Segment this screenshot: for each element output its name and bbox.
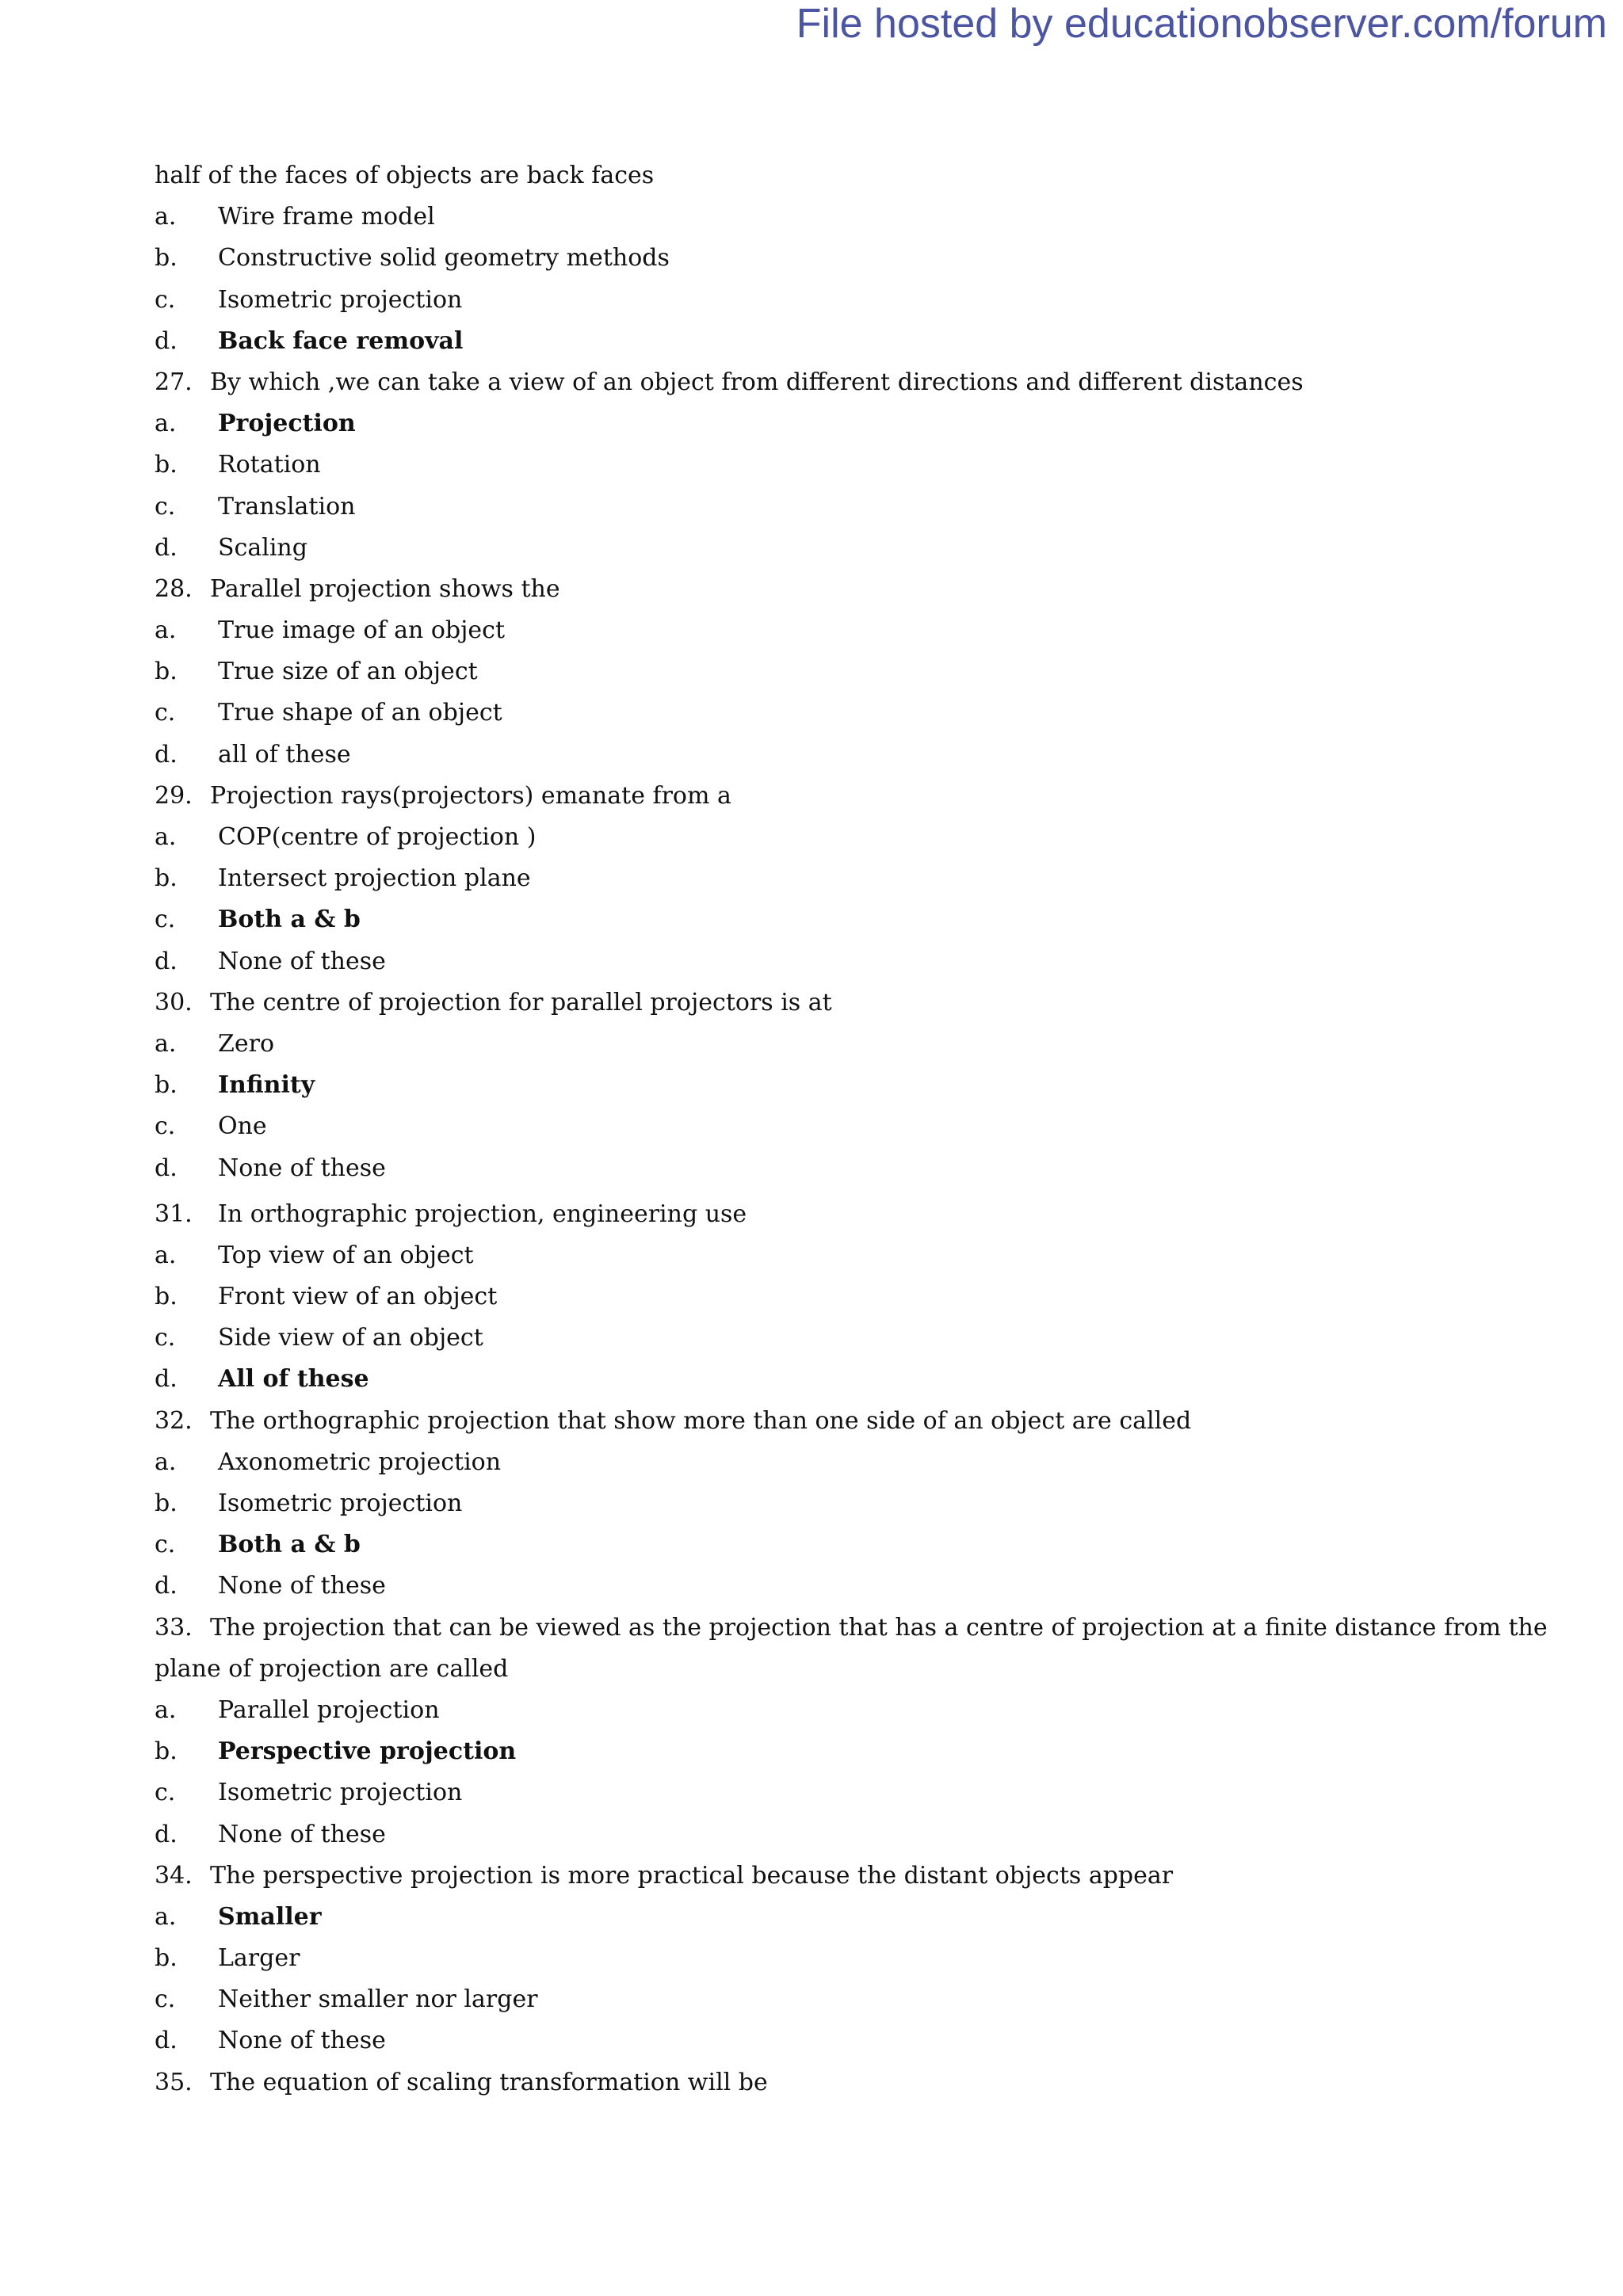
- answer-option: [155, 1106, 1454, 1147]
- answer-option-correct: [155, 1359, 1454, 1400]
- option-text: Side view of an object: [218, 1324, 483, 1352]
- option-label: c.: [155, 906, 176, 934]
- question-number: 27.: [155, 368, 193, 396]
- option-text: COP(centre of projection ): [218, 823, 537, 851]
- option-label: b.: [155, 1944, 178, 1973]
- option-text: Isometric projection: [218, 1489, 463, 1517]
- option-text: Translation: [218, 492, 356, 521]
- option-label: c.: [155, 285, 176, 314]
- option-text: True image of an object: [218, 616, 506, 645]
- option-label: d.: [155, 2027, 178, 2055]
- option-label: a.: [155, 616, 177, 645]
- option-label: a.: [155, 1695, 177, 1724]
- answer-option: [155, 651, 1454, 692]
- answer-option: [155, 1979, 1454, 2020]
- option-label: a.: [155, 410, 177, 438]
- answer-option: [155, 1276, 1454, 1318]
- answer-option: [155, 1772, 1454, 1814]
- option-label: b.: [155, 658, 178, 686]
- answer-option: [155, 1442, 1454, 1483]
- answer-option: [155, 1483, 1454, 1524]
- option-text: Constructive solid geometry methods: [218, 244, 670, 273]
- option-label: d.: [155, 326, 178, 355]
- option-text: Axonometric projection: [218, 1447, 502, 1476]
- option-label: c.: [155, 1779, 176, 1807]
- answer-option-correct: [155, 321, 1454, 362]
- question-text: The centre of projection for parallel projectors is at: [210, 988, 832, 1016]
- option-label: b.: [155, 1737, 178, 1766]
- answer-option: [155, 2020, 1454, 2061]
- answer-option: [155, 196, 1454, 238]
- line-text: plane of projection are called: [155, 1654, 509, 1683]
- answer-option: [155, 528, 1454, 569]
- answer-option: [155, 692, 1454, 734]
- question-text: Parallel projection shows the: [210, 574, 560, 603]
- question-number: 28.: [155, 574, 193, 603]
- option-label: d.: [155, 740, 178, 769]
- question-text: By which ,we can take a view of an object from different directions and different distances: [210, 368, 1304, 396]
- question: [155, 982, 1454, 1024]
- option-text: Both a & b: [218, 906, 361, 934]
- answer-option: [155, 610, 1454, 651]
- answer-option-correct: [155, 1065, 1454, 1106]
- option-text: Zero: [218, 1029, 275, 1058]
- option-label: d.: [155, 533, 178, 562]
- option-label: d.: [155, 947, 178, 975]
- question-text: Projection rays(projectors) emanate from a: [210, 781, 731, 810]
- option-text: Intersect projection plane: [218, 864, 531, 893]
- text-line: [155, 1649, 1454, 1690]
- answer-option: [155, 1235, 1454, 1276]
- answer-option: [155, 858, 1454, 899]
- option-text: Smaller: [218, 1902, 322, 1931]
- question: [155, 362, 1454, 403]
- option-label: c.: [155, 1531, 176, 1559]
- answer-option: [155, 1938, 1454, 1979]
- site-watermark-banner: File hosted by educationobserver.com/forum: [796, 1, 1607, 47]
- option-text: Both a & b: [218, 1531, 361, 1559]
- answer-option: [155, 1318, 1454, 1359]
- option-label: a.: [155, 1029, 177, 1058]
- answer-option: [155, 238, 1454, 279]
- answer-option: [155, 734, 1454, 776]
- option-label: c.: [155, 492, 176, 521]
- option-text: Isometric projection: [218, 285, 463, 314]
- question-text: The projection that can be viewed as the projection that has a centre of projection at a finite distance from the: [210, 1613, 1548, 1642]
- option-label: d.: [155, 1820, 178, 1848]
- option-text: Parallel projection: [218, 1695, 440, 1724]
- question: [155, 776, 1454, 817]
- question-text: The perspective projection is more practical because the distant objects appear: [210, 1861, 1174, 1890]
- answer-option: [155, 1148, 1454, 1189]
- option-label: b.: [155, 244, 178, 273]
- option-text: None of these: [218, 947, 386, 975]
- option-text: None of these: [218, 1154, 386, 1182]
- option-label: d.: [155, 1572, 178, 1600]
- option-text: True shape of an object: [218, 699, 502, 727]
- question-number: 31.: [155, 1199, 193, 1228]
- option-text: Rotation: [218, 451, 321, 479]
- answer-option-correct: [155, 1524, 1454, 1566]
- option-label: c.: [155, 699, 176, 727]
- question: [155, 569, 1454, 610]
- answer-option: [155, 444, 1454, 486]
- question-number: 35.: [155, 2068, 193, 2096]
- question-number: 30.: [155, 988, 193, 1016]
- option-text: Back face removal: [218, 326, 464, 355]
- line-text: half of the faces of objects are back faces: [155, 162, 655, 189]
- question: [155, 1194, 1454, 1235]
- option-text: Top view of an object: [218, 1241, 474, 1269]
- question-number: 32.: [155, 1406, 193, 1435]
- option-label: a.: [155, 1447, 177, 1476]
- text-line: [155, 155, 1454, 196]
- option-text: True size of an object: [218, 658, 478, 686]
- question: [155, 1608, 1548, 1649]
- option-text: Scaling: [218, 533, 307, 562]
- option-text: None of these: [218, 1572, 386, 1600]
- answer-option: [155, 1814, 1454, 1855]
- option-label: c.: [155, 1324, 176, 1352]
- option-text: Infinity: [218, 1071, 315, 1100]
- question: [155, 1401, 1454, 1442]
- option-text: Perspective projection: [218, 1737, 517, 1766]
- answer-option: [155, 1024, 1454, 1065]
- option-text: Isometric projection: [218, 1779, 463, 1807]
- option-label: b.: [155, 1489, 178, 1517]
- answer-option-correct: [155, 899, 1454, 940]
- quiz-document: [155, 155, 1548, 2103]
- question-number: 34.: [155, 1861, 193, 1890]
- option-label: a.: [155, 1902, 177, 1931]
- answer-option: [155, 1566, 1454, 1607]
- option-label: a.: [155, 823, 177, 851]
- answer-option-correct: [155, 1731, 1454, 1772]
- option-text: Projection: [218, 410, 356, 438]
- option-text: Larger: [218, 1944, 300, 1973]
- option-text: None of these: [218, 2027, 386, 2055]
- option-label: b.: [155, 1071, 178, 1100]
- question-number: 33.: [155, 1613, 193, 1642]
- question-text: In orthographic projection, engineering use: [218, 1199, 747, 1228]
- option-text: Wire frame model: [218, 203, 435, 231]
- answer-option: [155, 1690, 1454, 1731]
- answer-option-correct: [155, 403, 1454, 444]
- answer-option: [155, 486, 1454, 528]
- option-label: a.: [155, 203, 177, 231]
- question-number: 29.: [155, 781, 193, 810]
- option-label: c.: [155, 1112, 176, 1141]
- option-label: b.: [155, 864, 178, 893]
- option-text: Neither smaller nor larger: [218, 1985, 538, 2014]
- answer-option-correct: [155, 1897, 1454, 1938]
- option-label: d.: [155, 1365, 178, 1394]
- option-label: b.: [155, 451, 178, 479]
- option-text: Front view of an object: [218, 1283, 498, 1311]
- option-label: d.: [155, 1154, 178, 1182]
- answer-option: [155, 941, 1454, 982]
- answer-option: [155, 817, 1454, 858]
- option-text: all of these: [218, 740, 351, 769]
- option-label: c.: [155, 1985, 176, 2014]
- answer-option: [155, 280, 1454, 321]
- question-text: The equation of scaling transformation will be: [210, 2068, 768, 2096]
- option-text: None of these: [218, 1820, 386, 1848]
- question-text: The orthographic projection that show more than one side of an object are called: [210, 1406, 1192, 1435]
- option-label: b.: [155, 1283, 178, 1311]
- option-text: All of these: [218, 1365, 369, 1394]
- question: [155, 1855, 1454, 1897]
- option-text: One: [218, 1112, 267, 1141]
- question: [155, 2062, 1454, 2103]
- option-label: a.: [155, 1241, 177, 1269]
